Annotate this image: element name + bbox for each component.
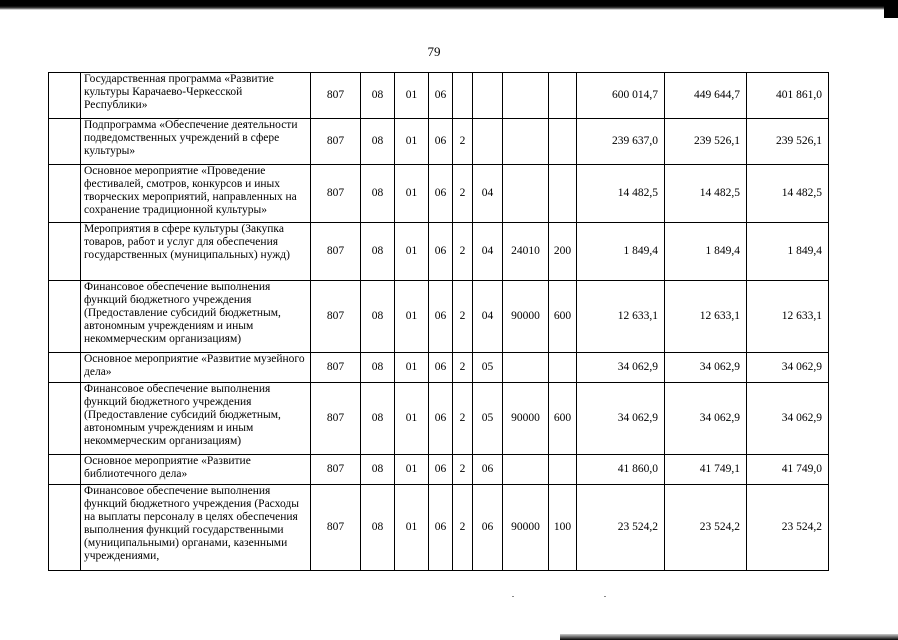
table-row bbox=[49, 165, 829, 223]
budget-table-body bbox=[49, 73, 829, 571]
section-code: 08 bbox=[361, 165, 395, 223]
measure-code: 05 bbox=[473, 353, 503, 383]
subsection-code: 01 bbox=[395, 165, 429, 223]
amount-year-1: 41 860,0 bbox=[577, 455, 665, 485]
measure-code: 04 bbox=[473, 165, 503, 223]
program-code: 06 bbox=[429, 485, 453, 571]
table-row bbox=[49, 281, 829, 353]
subprogram-code bbox=[453, 73, 473, 119]
blank-cell bbox=[49, 383, 81, 455]
amount-year-3: 1 849,4 bbox=[747, 223, 829, 281]
direction-code bbox=[503, 73, 549, 119]
subprogram-code: 2 bbox=[453, 353, 473, 383]
subsection-code: 01 bbox=[395, 223, 429, 281]
ministry-code: 807 bbox=[311, 383, 361, 455]
expense-type-code bbox=[549, 455, 577, 485]
program-code: 06 bbox=[429, 119, 453, 165]
measure-code: 04 bbox=[473, 223, 503, 281]
subprogram-code: 2 bbox=[453, 455, 473, 485]
expense-type-code: 600 bbox=[549, 281, 577, 353]
blank-cell bbox=[49, 223, 81, 281]
section-code: 08 bbox=[361, 281, 395, 353]
subprogram-code: 2 bbox=[453, 223, 473, 281]
table-row bbox=[49, 73, 829, 119]
section-code: 08 bbox=[361, 353, 395, 383]
section-code: 08 bbox=[361, 223, 395, 281]
blank-cell bbox=[49, 165, 81, 223]
subprogram-code: 2 bbox=[453, 119, 473, 165]
section-code: 08 bbox=[361, 73, 395, 119]
program-code: 06 bbox=[429, 73, 453, 119]
section-code: 08 bbox=[361, 383, 395, 455]
direction-code: 90000 bbox=[503, 281, 549, 353]
table-row bbox=[49, 383, 829, 455]
ministry-code: 807 bbox=[311, 455, 361, 485]
measure-code: 06 bbox=[473, 455, 503, 485]
subsection-code: 01 bbox=[395, 455, 429, 485]
amount-year-2: 239 526,1 bbox=[665, 119, 747, 165]
item-name: Основное мероприятие «Развитие музейного дела» bbox=[81, 353, 311, 383]
subprogram-code: 2 bbox=[453, 165, 473, 223]
amount-year-3: 23 524,2 bbox=[747, 485, 829, 571]
amount-year-3: 14 482,5 bbox=[747, 165, 829, 223]
amount-year-2: 12 633,1 bbox=[665, 281, 747, 353]
expense-type-code: 100 bbox=[549, 485, 577, 571]
direction-code bbox=[503, 119, 549, 165]
subprogram-code: 2 bbox=[453, 485, 473, 571]
amount-year-2: 34 062,9 bbox=[665, 383, 747, 455]
section-code: 08 bbox=[361, 455, 395, 485]
subsection-code: 01 bbox=[395, 485, 429, 571]
budget-table bbox=[48, 72, 829, 571]
ministry-code: 807 bbox=[311, 165, 361, 223]
amount-year-1: 1 849,4 bbox=[577, 223, 665, 281]
ministry-code: 807 bbox=[311, 73, 361, 119]
blank-cell bbox=[49, 119, 81, 165]
program-code: 06 bbox=[429, 281, 453, 353]
amount-year-1: 34 062,9 bbox=[577, 383, 665, 455]
amount-year-2: 41 749,1 bbox=[665, 455, 747, 485]
subprogram-code: 2 bbox=[453, 281, 473, 353]
measure-code bbox=[473, 73, 503, 119]
scan-speck bbox=[512, 596, 514, 597]
direction-code: 90000 bbox=[503, 485, 549, 571]
table-row bbox=[49, 223, 829, 281]
amount-year-2: 23 524,2 bbox=[665, 485, 747, 571]
item-name: Финансовое обеспечение выполнения функций бюджетного учреждения (Предоставление субсидий бюджетным, автономным учреждениям и иным некоммерческим организациям) bbox=[81, 383, 311, 455]
expense-type-code: 200 bbox=[549, 223, 577, 281]
measure-code bbox=[473, 119, 503, 165]
amount-year-3: 34 062,9 bbox=[747, 353, 829, 383]
direction-code bbox=[503, 353, 549, 383]
expense-type-code: 600 bbox=[549, 383, 577, 455]
amount-year-2: 1 849,4 bbox=[665, 223, 747, 281]
direction-code: 24010 bbox=[503, 223, 549, 281]
amount-year-2: 34 062,9 bbox=[665, 353, 747, 383]
subsection-code: 01 bbox=[395, 119, 429, 165]
blank-cell bbox=[49, 455, 81, 485]
section-code: 08 bbox=[361, 485, 395, 571]
amount-year-1: 12 633,1 bbox=[577, 281, 665, 353]
amount-year-2: 14 482,5 bbox=[665, 165, 747, 223]
amount-year-3: 41 749,0 bbox=[747, 455, 829, 485]
program-code: 06 bbox=[429, 383, 453, 455]
direction-code bbox=[503, 165, 549, 223]
item-name: Мероприятия в сфере культуры (Закупка товаров, работ и услуг для обеспечения государственных (муниципальных) нужд) bbox=[81, 223, 311, 281]
expense-type-code bbox=[549, 119, 577, 165]
expense-type-code bbox=[549, 73, 577, 119]
direction-code bbox=[503, 455, 549, 485]
subsection-code: 01 bbox=[395, 73, 429, 119]
section-code: 08 bbox=[361, 119, 395, 165]
item-name: Основное мероприятие «Проведение фестивалей, смотров, конкурсов и иных творческих мероприятий, направленных на сохранение традиционной культуры» bbox=[81, 165, 311, 223]
amount-year-2: 449 644,7 bbox=[665, 73, 747, 119]
scan-speck bbox=[604, 596, 606, 597]
program-code: 06 bbox=[429, 165, 453, 223]
amount-year-3: 34 062,9 bbox=[747, 383, 829, 455]
subprogram-code: 2 bbox=[453, 383, 473, 455]
expense-type-code bbox=[549, 353, 577, 383]
blank-cell bbox=[49, 73, 81, 119]
expense-type-code bbox=[549, 165, 577, 223]
table-row bbox=[49, 119, 829, 165]
item-name: Финансовое обеспечение выполнения функций бюджетного учреждения (Расходы на выплаты персоналу в целях обеспечения выполнения функций государственными (муниципальными) органами, казенными учреждениями, bbox=[81, 485, 311, 571]
item-name: Основное мероприятие «Развитие библиотечного дела» bbox=[81, 455, 311, 485]
program-code: 06 bbox=[429, 223, 453, 281]
scan-top-corner bbox=[884, 0, 898, 18]
blank-cell bbox=[49, 353, 81, 383]
item-name: Государственная программа «Развитие культуры Карачаево-Черкесской Республики» bbox=[81, 73, 311, 119]
amount-year-3: 239 526,1 bbox=[747, 119, 829, 165]
direction-code: 90000 bbox=[503, 383, 549, 455]
amount-year-3: 12 633,1 bbox=[747, 281, 829, 353]
table-row bbox=[49, 353, 829, 383]
scan-top-border bbox=[0, 0, 898, 10]
amount-year-3: 401 861,0 bbox=[747, 73, 829, 119]
item-name: Финансовое обеспечение выполнения функций бюджетного учреждения (Предоставление субсидий бюджетным, автономным учреждениям и иным некоммерческим организациям) bbox=[81, 281, 311, 353]
subsection-code: 01 bbox=[395, 383, 429, 455]
amount-year-1: 14 482,5 bbox=[577, 165, 665, 223]
ministry-code: 807 bbox=[311, 119, 361, 165]
blank-cell bbox=[49, 485, 81, 571]
page-number: 79 bbox=[427, 44, 441, 59]
amount-year-1: 34 062,9 bbox=[577, 353, 665, 383]
amount-year-1: 239 637,0 bbox=[577, 119, 665, 165]
amount-year-1: 23 524,2 bbox=[577, 485, 665, 571]
table-row bbox=[49, 485, 829, 571]
table-row bbox=[49, 455, 829, 485]
ministry-code: 807 bbox=[311, 485, 361, 571]
ministry-code: 807 bbox=[311, 281, 361, 353]
subsection-code: 01 bbox=[395, 353, 429, 383]
measure-code: 05 bbox=[473, 383, 503, 455]
subsection-code: 01 bbox=[395, 281, 429, 353]
ministry-code: 807 bbox=[311, 353, 361, 383]
blank-cell bbox=[49, 281, 81, 353]
scan-bottom-border bbox=[560, 634, 898, 640]
program-code: 06 bbox=[429, 455, 453, 485]
item-name: Подпрограмма «Обеспечение деятельности подведомственных учреждений в сфере культуры» bbox=[81, 119, 311, 165]
measure-code: 06 bbox=[473, 485, 503, 571]
ministry-code: 807 bbox=[311, 223, 361, 281]
measure-code: 04 bbox=[473, 281, 503, 353]
program-code: 06 bbox=[429, 353, 453, 383]
amount-year-1: 600 014,7 bbox=[577, 73, 665, 119]
